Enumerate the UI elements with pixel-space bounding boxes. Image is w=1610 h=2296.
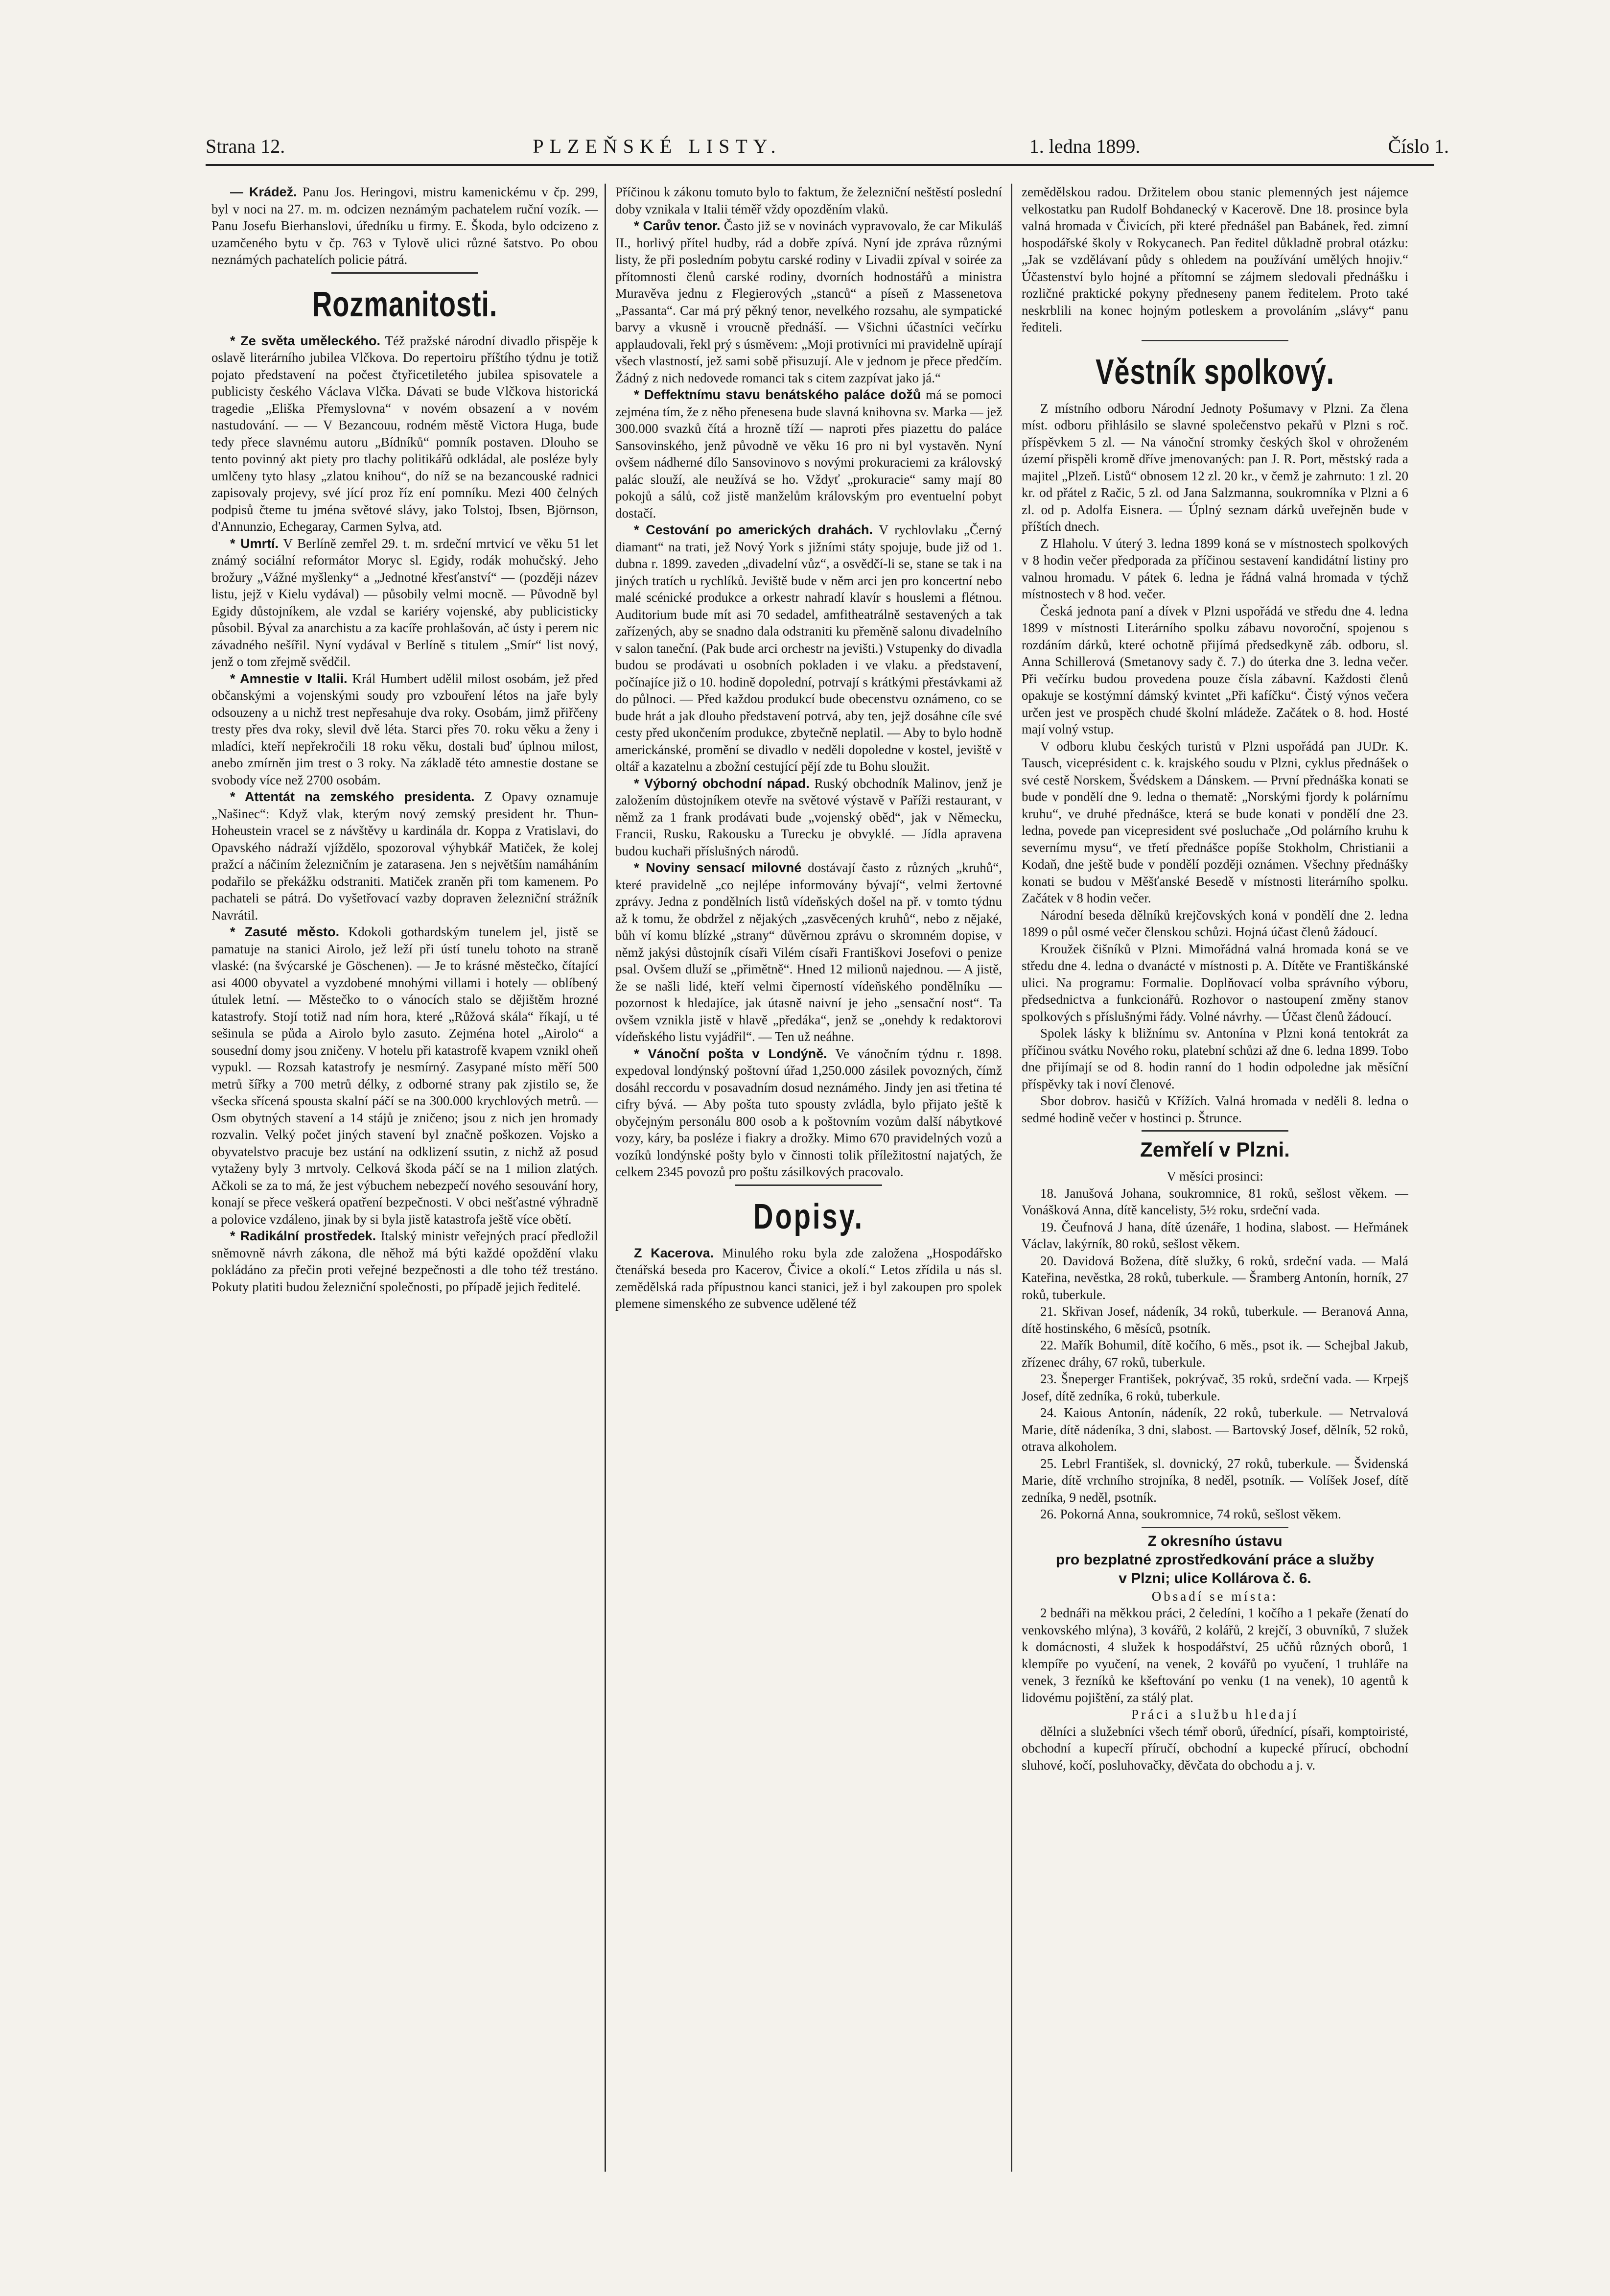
- section-heading-zemreli: Zemřelí v Plzni.: [1140, 1138, 1290, 1161]
- death-entry: 26. Pokorná Anna, soukromnice, 74 roků, sešlost věkem.: [1040, 1507, 1341, 1521]
- article-heading: Z Kacerova.: [634, 1245, 714, 1260]
- issue-date: 1. ledna 1899.: [1029, 135, 1141, 157]
- article: [211, 923, 598, 1228]
- section-heading-rozmanitosti: Rozmanitosti.: [312, 284, 498, 324]
- article: [615, 521, 1002, 775]
- article-heading: * Noviny sensací milovné: [634, 860, 802, 875]
- death-entry: 21. Skřivan Josef, nádeník, 34 roků, tuberkule. — Beranová Anna, dítě hostinského, 6 měsíců, psotník.: [1022, 1304, 1408, 1336]
- job-offers: 2 bednáři na měkkou práci, 2 čeledíni, 1 kočího a 1 pekaře (ženatí do venkovského mlýna), 3 kovářů, 2 kolářů, 2 krejčí, 3 obuvníků, 7 služek k domácnosti, 4 služek k hospodářství, 25 učňů různých oborů, 1 klempíře po vyučení, na venek, 2 kovářů po vyučení, 1 truhláře na venek, 3 řezníků ke kšeftování po venku (1 na venek), 10 agentů k lidovému pojištění, za stálý plat.: [1022, 1606, 1408, 1705]
- article: [615, 775, 1002, 860]
- article: [211, 1228, 598, 1295]
- subheading: Práci a službu hledají: [1131, 1707, 1299, 1722]
- article-heading: * Vánoční pošta v Londýně.: [634, 1046, 827, 1061]
- article-text: V rychlovlaku „Černý diamant“ na trati, jež Nový York s jižními státy spojuje, bude již od 1. dubna r. 1899. zaveden „divadelní vůz“, a osvědčí-li se, stane se tak i na jiných tratích u rychlíků. Jeviště bude v něm arci jen pro koncertní nebo malé scénické produkce a orkestr nahradí klavír s houslemi a flétnou. Auditorium bude mít asi 70 sedadel, amfitheatrálně sestavených a tak zařízených, aby se snadno dala odstraniti ku přeměně salonu divadelního v salon taneční. (Pak bude arci orchestr na jevišti.) Vstupenky do divadla budou se prodávati u osobních pokladen i ve vlaku. a představení, počínajíce již o 10. hodině dopolední, potrvají s krátkými přestávkami až do půlnoci. — Před každou produkcí bude obecenstvu oznámeno, co se bude hrát a jak dlouho představení potrvá, aby ten, jejž dosáhne cíle své cesty před ukončením produkce, zbytečně neplatil. — Aby to bylo hodně americkánské, promění se divadlo v neděli dopoledne v kostel, jeviště v oltář a kazatelnu a zbožní cestující pějí zde tu Bohu sloužit.: [615, 522, 1002, 774]
- header-rule: [206, 164, 1434, 166]
- article-continued: Příčinou k zákonu tomuto bylo to faktum, že železniční neštěstí poslední doby vznikala v Italii téměř vždy opozděním vlaků.: [615, 185, 1002, 216]
- club-notice: V odboru klubu českých turistů v Plzni uspořádá pan JUDr. K. Tausch, viceprésident c. k. krajského soudu v Plzni, cyklus přednášek o své cestě Norskem, Švédskem a Dánskem. — První přednáška konati se bude v pondělí dne 9. ledna o thematě: „Norskými fjordy k polárnímu kruhu“, ve druhé přednášce, která se bude konati v pondělí dne 23. ledna, povede pan vicepresident své posluchače „Od polárního kruhu k severnímu mysu“, ve třetí přednášce popíše Stokholm, Christianii a Kodaň, dne ještě bude v pondělí později oznámen. Všechny přednášky konati se budou v Měšťanské Besedě v místnosti literárního spolku. Začátek v 8 hodin večer.: [1022, 738, 1408, 905]
- article-heading: * Umrtí.: [230, 536, 279, 551]
- page-number: Strana 12.: [206, 135, 285, 157]
- office-heading: Z okresního ústavu: [1147, 1533, 1283, 1549]
- article-text: Často již se v novinách vypravovalo, že car Mikuláš II., horlivý přítel hudby, rád a dobře zpívá. Nyní jde zpráva různými listy, že při posledním pobytu carské rodiny v Livadii zpíval v soirée za přítomnosti členů carské rodiny, dvorních hodnostářů a ministra Muravěva jednu z Flegierových „stanců“ a píseň z Massenetova „Passanta“. Car má prý pěkný tenor, nevelkého rozsahu, ale sympatické barvy a vkusně i vroucně přednáší. — Všichni účastníci večírku applaudovali, řekl prý s úsměvem: „Moji protivníci mi pravidelně upírají všech vlastností, jež sami sobě přisuzují. Ale v jednom je přece předčím. Žádný z nich nedovede romanci tak s citem zazpívat jako já.“: [615, 218, 1002, 385]
- column-2: [615, 184, 1002, 2183]
- article-kradez: [211, 184, 598, 268]
- letter: [615, 1245, 1002, 1312]
- article-heading: * Carův tenor.: [634, 218, 721, 233]
- subheading: V měsíci prosinci:: [1167, 1169, 1263, 1184]
- office-heading: pro bezplatné zprostředkování práce a služby: [1055, 1551, 1375, 1568]
- section-rule: [735, 1184, 882, 1186]
- article-text: Italský ministr veřejných prací předložil sněmovně návrh zákona, dle něhož má býti každé opoždění vlaku pokládáno za přečin proti veřejné bezpečnosti a dle toho též trestáno. Pokuty platiti budou železniční společnosti, po případě jejich ředitelé.: [211, 1229, 598, 1294]
- article: [615, 386, 1002, 521]
- office-heading: v Plzni; ulice Kollárova č. 6.: [1119, 1570, 1311, 1586]
- column-3: [1022, 184, 1408, 2183]
- column-divider: [605, 184, 606, 2172]
- club-notice: Sbor dobrov. hasičů v Křížích. Valná hromada v neděli 8. ledna o sedmé hodině večer v hostinci p. Štrunce.: [1022, 1093, 1408, 1125]
- issue-number: Číslo 1.: [1388, 135, 1449, 157]
- club-notice: Z Hlaholu. V úterý 3. ledna 1899 koná se v místnostech spolkových v 8 hodin večer předporada za příčinou sestavení kandidátní listiny pro valnou hromadu. V pátek 6. ledna je řádná valná hromada v týchž místnostech v 8 hod. večer.: [1022, 536, 1408, 601]
- article: [211, 670, 598, 789]
- death-entry: 22. Mařík Bohumil, dítě kočího, 6 měs., psot ik. — Schejbal Jakub, zřízenec dráhy, 67 roků, tuberkule.: [1022, 1338, 1408, 1370]
- death-list: [1022, 1185, 1408, 1523]
- death-entry: 19. Čeufnová J hana, dítě úzenáře, 1 hodina, slabost. — Heřmánek Václav, lakýrník, 80 roků, sešlost věkem.: [1022, 1219, 1408, 1251]
- article-heading: * Ze světa uměleckého.: [230, 333, 380, 348]
- article-text: Kdokoli gothardským tunelem jel, jistě se pamatuje na stanici Airolo, jež leží při ústí tunelu tohoto na straně vlaské: (na švýcarské je Göschenen). — Je to krásné městečko, čítající asi 4000 obyvatel a vyzdobené mnohými villami i hotely — oblíbený útulek letní. — Městečko to o vánocích stalo se dějištěm hrozné katastrofy. Stojí totiž nad ním hora, které „Růžová skála“ říkají, u té sešinula se půda a Airolo bylo zasuto. Zejména hotel „Airolo“ a sousední domy jsou zničeny. V hotelu při katastrofě kvapem vznikl oheň vypukl. — Rozsah katastrofy je nesmírný. Zasypané místo měří 500 metrů šířky a 700 metrů délky, z odborné strany pak zjistilo se, že všecka sřícená spousta skalní páčí se na 300.000 krychlových metrů. — Osm obytných stavení a 14 stájů je zničeno; jsou z nich jen hromady rozvalin. Velký počet jiných stavení byl značně poškozen. Vojsko a obyvatelstvo pracuje bez ustání na odklizení ssutin, z nichž až posud vytaženy byly 3 mrtvoly. Celková škoda páčí se na 1 milion zlatých. Ačkoli se za to má, že jest výbuchem nebezpečí nového sesouvání hory, konají se přece veškerá opatření bezpečnosti. V obci nešťastné výhradně a polovice vzdáleno, jinak by si byla jistě katastrofa ještě více obětí.: [211, 924, 598, 1227]
- article-heading: * Výborný obchodní nápad.: [634, 776, 810, 791]
- section-rule: [331, 272, 478, 274]
- article-text: Král Humbert udělil milost osobám, jež před občanskými a vojenskými soudy pro vzbouření létos na jaře byly odsouzeny a u nichž trest nepřesahuje dva roky. Osobám, jimž přiřčeny tresty přes dva roky, slevil dvě léta. Starci přes 70. roku věku a ženy i mladíci, kteří nepřekročili 18 roku věku, dostali buď úplnou milost, anebo zmírněn jim trest o 3 roky. Na základě této amnestie dostane se svobody více než 2700 osobám.: [211, 671, 598, 787]
- article: [615, 217, 1002, 386]
- article-text: Ruský obchodník Malinov, jenž je založením důstojníkem otevře na světové výstavě v Paříži restaurant, v němž za 1 frank prodávati bude „vojenský oběd“, jak v Německu, Francii, Rusku, Rakousku a Turecku je obvyklé. — Jídla apravena budou kuchaři příslušných národů.: [615, 776, 1002, 858]
- subheading: Obsadí se místa:: [1151, 1588, 1279, 1604]
- article-heading: * Zasuté město.: [230, 924, 340, 939]
- death-entry: 25. Lebrl František, sl. dovnický, 27 roků, tuberkule. — Švidenská Marie, dítě vrchního strojníka, 8 neděl, psotník. — Volíšek Josef, dítě zedníka, 9 neděl, psotník.: [1022, 1456, 1408, 1505]
- death-entry: 18. Janušová Johana, soukromnice, 81 roků, sešlost věkem. — Vonášková Anna, dítě kancelisty, 5½ roku, srdeční vada.: [1022, 1185, 1408, 1217]
- job-seekers: dělníci a služebníci všech témř oborů, úřednící, písaři, komptoiristé, obchodní a kupecří příručí, obchodní a kupecké přírucí, obchodní sluhové, kočí, posluhovačky, děvčata do obchodu a j. v.: [1022, 1724, 1408, 1773]
- article-text: Též pražské národní divadlo přispěje k oslavě literárního jubilea Vlčkova. Do repertoiru příštího týdnu je totiž pojato představení na počest čtyřicetiletého jubilea spisovatele a publicisty českého Václava Vlčka. Dávati se bude Vlčkova historická tragedie „Eliška Přemyslovna“ v novém obsazení a v novém nastudování. — — V Bezancouu, rodném městě Victora Huga, bude tedy přece slavnému autoru „Bídníků“ pomník postaven. Dlouho se tento povinný akt piety pro tlachy politikářů odkládal, ale posléze byly umlčeny tyto hlasy „zlatou knihou“, do níž se na bezancouské radnici zapisovaly projevy, své jící proz říz ení pomníku. Mezi 400 čelných podpisů čteme tu jména světové slávy, jako Tolstoj, Ibsen, Björnson, d'Annunzio, Echegaray, Carmen Sylva, atd.: [211, 333, 598, 534]
- section-rule: [1142, 1527, 1288, 1528]
- column-1: [211, 184, 598, 2183]
- article-heading: * Attentát na zemského presidenta.: [230, 789, 475, 804]
- article-text: Z Opavy oznamuje „Našinec“: Když vlak, kterým nový zemský president hr. Thun-Hoheustein vracel se z návštěvy u kardinála dr. Koppa z Vratislavi, do Opavského nádraží vjíždělo, spozoroval výhybkář Matiček, že kolej pražcí a náčiním železničním je zatarasena. Jen s největším namáháním podařilo se překážku odstraniti. Matiček zraněn při tom kamenem. Po pachateli se pátrá. Do vyšetřovací vazby dopraven železniční strážník Navrátil.: [211, 789, 598, 923]
- article-text: dostávají často z různých „kruhů“, které pravidelně „co nejlépe informovány bývají“, velmi žertovné zprávy. Jedna z pondělních listů vídeňských došel na př. v tomto týdnu až k tomu, že obdržel z nějakých „zasvěcených kruhů“, nebo z nějaké, bůh ví komu blízké „strany“ důvěrnou zprávu o skromném dopise, v němž jakýsi důstojník císaři Vilém císaři Františkovi Josefovi o penize psal. Ovšem dluží se „přimětně“. Hned 12 milionů najednou. — A jistě, že se našli lidé, kteří velmi čiperností vídeňského pondělníku — pozornost k hledajíce, jak útasně naivní je jeho „sensační nost“. Ta ovšem vznikla jistě v hlavě „předáka“, jenž se „onehdy k redaktorovi vídeňského listu vyjádřil“. — Ten už neáhne.: [615, 860, 1002, 1044]
- article-continued: zemědělskou radou. Držitelem obou stanic plemenných jest nájemce velkostatku pan Rudolf Bohdanecký v Kacerově. Dne 18. prosince byla valná hromada v Čivicích, při které přednášel pan Babánek, řed. zimní hospodářské školy v Rokycanech. Pan ředitel důkladně probral otázku: „Jak se vzdělávaní půdy s ohledem na používání umělých hnojiv.“ Účastenství bylo hojné a přítomní se zájmem sledovali přednášku i rozličné praktické pokyny předneseny panem ředitelem. Proto také neskrblili na konec hojným potleskem a provoláním „slávy“ panu řediteli.: [1022, 185, 1408, 334]
- page-header: [206, 131, 1449, 161]
- column-divider: [1011, 184, 1012, 2172]
- article: [615, 859, 1002, 1045]
- article-text: Panu Jos. Heringovi, mistru kamenickému v čp. 299, byl v noci na 27. m. m. odcizen neznámým pachatelem ruční vozík. — Panu Josefu Bierhanslovi, úředníku u firmy. E. Škoda, bylo odcizeno z uzamčeného bytu v čp. 763 v Tylově ulici různé šatstvo. Po obou neznámých pachatelích policie pátrá.: [211, 185, 598, 267]
- article-text: Minulého roku byla zde založena „Hospodářsko čtenářská beseda pro Kacerov, Čivice a okolí.“ Letos zřídila u nás sl. zemědělská rada přípustnou kanci stanici, jež i byl zakoupen pro spolek plemene simenského ze subvence udělené též: [615, 1245, 1002, 1311]
- article: [211, 535, 598, 670]
- article-heading: * Amnestie v Italii.: [230, 671, 348, 686]
- death-entry: 20. Davidová Božena, dítě služky, 6 roků, srdeční vada. — Malá Kateřina, nevěstka, 28 roků, tuberkule. — Šramberg Antonín, horník, 27 roků, tuberkule.: [1022, 1253, 1408, 1302]
- article-heading: * Deffektnímu stavu benátského paláce dožů: [634, 387, 921, 402]
- article-heading: * Radikální prostředek.: [230, 1229, 376, 1243]
- article: [211, 788, 598, 923]
- section-rule: [1142, 340, 1288, 341]
- club-notice: Spolek lásky k bližnímu sv. Antonína v Plzni koná tentokrát za příčinou svátku Nového roku, platební schůzi až dne 6. ledna 1899. Tobo dne přijímají se od 8. hodin ranní do 1 hodin odpoledne jak měsíční příspěvky tak i noví členové.: [1022, 1026, 1408, 1091]
- article-heading: — Krádež.: [230, 185, 297, 199]
- club-notice: Česká jednota paní a dívek v Plzni uspořádá ve středu dne 4. ledna 1899 v místnosti Literárního spolku zábavu novoroční, spojenou s rozdáním dárků, které ochotně přijímá předsedkyně záb. odboru, sl. Anna Schillerová (Smetanovy sady č. 7.) do úterka dne 3. ledna večer. Při večírku budou provedena pouze čísla zábavní. Každosti členů opakuje se kostýmní dámský kvintet „Při kafíčku“. Čistý výnos večera určen jest ve prospěch chudé školní mládeže. Začátek o 8. hod. Hosté mají volný vstup.: [1022, 603, 1408, 736]
- article-text: Ve vánočním týdnu r. 1898. expedoval londýnský poštovní úřad 1,250.000 zásilek povozných, čímž dosáhl reccordu v posavadním dosud neznámého. Jindy jen asi třetina té cifry bývá. — Aby pošta tuto spousty zvládla, bylo přijato ještě k obyčejným personálu 800 osob a k poštovním vozům další nábytkové vozy, káry, ba posléze i fiakry a drožky. Mimo 670 pravidelných vozů a vozíků londýnské pošty bylo v činnosti tolik příležitostní najatých, že celkem 2345 povozů pro poštu zásilkových pracovalo.: [615, 1046, 1002, 1179]
- club-notice: Z místního odboru Národní Jednoty Pošumavy v Plzni. Za člena míst. odboru přihlásilo se slavné společenstvo pekařů v Plzni s roč. příspěvkem 5 zl. — Na vánoční stromky českých škol v ohroženém území přispěli kromě dříve jmenovaných: pan J. R. Port, městský rada a majitel „Plzeň. Listů“ obnosem 12 zl. 20 kr., v čemž je zahrnuto: 1 zl. 20 kr. od přátel z Račic, 5 zl. od Jana Salzmanna, soukromníka v Plzni a 6 zl. od p. Adolfa Eisnera. — Úplný seznam dárků uveřejněn bude v příštích dnech.: [1022, 401, 1408, 534]
- article-heading: * Cestování po amerických drahách.: [634, 522, 873, 537]
- article: [211, 332, 598, 535]
- club-notice: Kroužek čišníků v Plzni. Mimořádná valná hromada koná se ve středu dne 4. ledna o dvanácté v místnosti p. A. Dítěte ve Františkánské ulici. Na programu: Formalie. Doplňovací volba správního výboru, předsednictva a funkcionářů. Rozhovor o nastoupení změny stanov spolkových s příslušnými řády. Volné návrhy. — Účast členů žádoucí.: [1022, 941, 1408, 1024]
- section-heading-dopisy: Dopisy.: [753, 1197, 864, 1236]
- article-text: má se pomoci zejména tím, že z něho přenesena bude slavná knihovna sv. Marka — jež 300.000 svazků čítá a hrozně tíží — naproti přes piazettu do paláce Sansovinského, jenž původně ve věku 16 pro ni byl vystavěn. Nyní ovšem nádherné dílo Sansovinovo s novými prokuraciemi za královský palác slouží, ale neužívá se ho. Vždyť „prokuracie“ samy mají 80 pokojů a sálů, což jistě manželům královským pro eventuelní pobyt dostačí.: [615, 387, 1002, 521]
- section-rule: [1142, 1130, 1288, 1132]
- newspaper-title: PLZEŇSKÉ LISTY.: [533, 135, 782, 157]
- death-entry: 24. Kaious Antonín, nádeník, 22 roků, tuberkule. — Netrvalová Marie, dítě nádeníka, 3 dni, slabost. — Bartovský Josef, dělník, 52 roků, otrava alkoholem.: [1022, 1405, 1408, 1454]
- section-heading-vestnik: Věstník spolkový.: [1096, 352, 1334, 392]
- club-notice: Národní beseda dělníků krejčovských koná v pondělí dne 2. ledna 1899 o půl osmé večer členskou schůzi. Hojná účast členů žádoucí.: [1022, 907, 1408, 939]
- death-entry: 23. Šneperger František, pokrývač, 35 roků, srdeční vada. — Krpejš Josef, dítě zedníka, 6 roků, tuberkule.: [1022, 1372, 1408, 1403]
- article: [615, 1045, 1002, 1181]
- article-text: V Berlíně zemřel 29. t. m. srdeční mrtvicí ve věku 51 let známý sociální reformátor Moryc sl. Egidy, rodák mohučský. Jeho brožury „Vážné myšlenky“ a „Jednotné křesťanství“ — (později název listu, jejž v Kielu vydával) — působily velmi mocně. — Původně byl Egidy důstojníkem, ale vzdal se kariéry vojenské, aby publicisticky působil. Býval za anarchistu a za kacíře prohlašován, ač ústy i perem nic závadného nešířil. Nyní vydával v Berlíně s titulem „Smír“ list nový, jenž o tom zřejmě svědčil.: [211, 536, 598, 669]
